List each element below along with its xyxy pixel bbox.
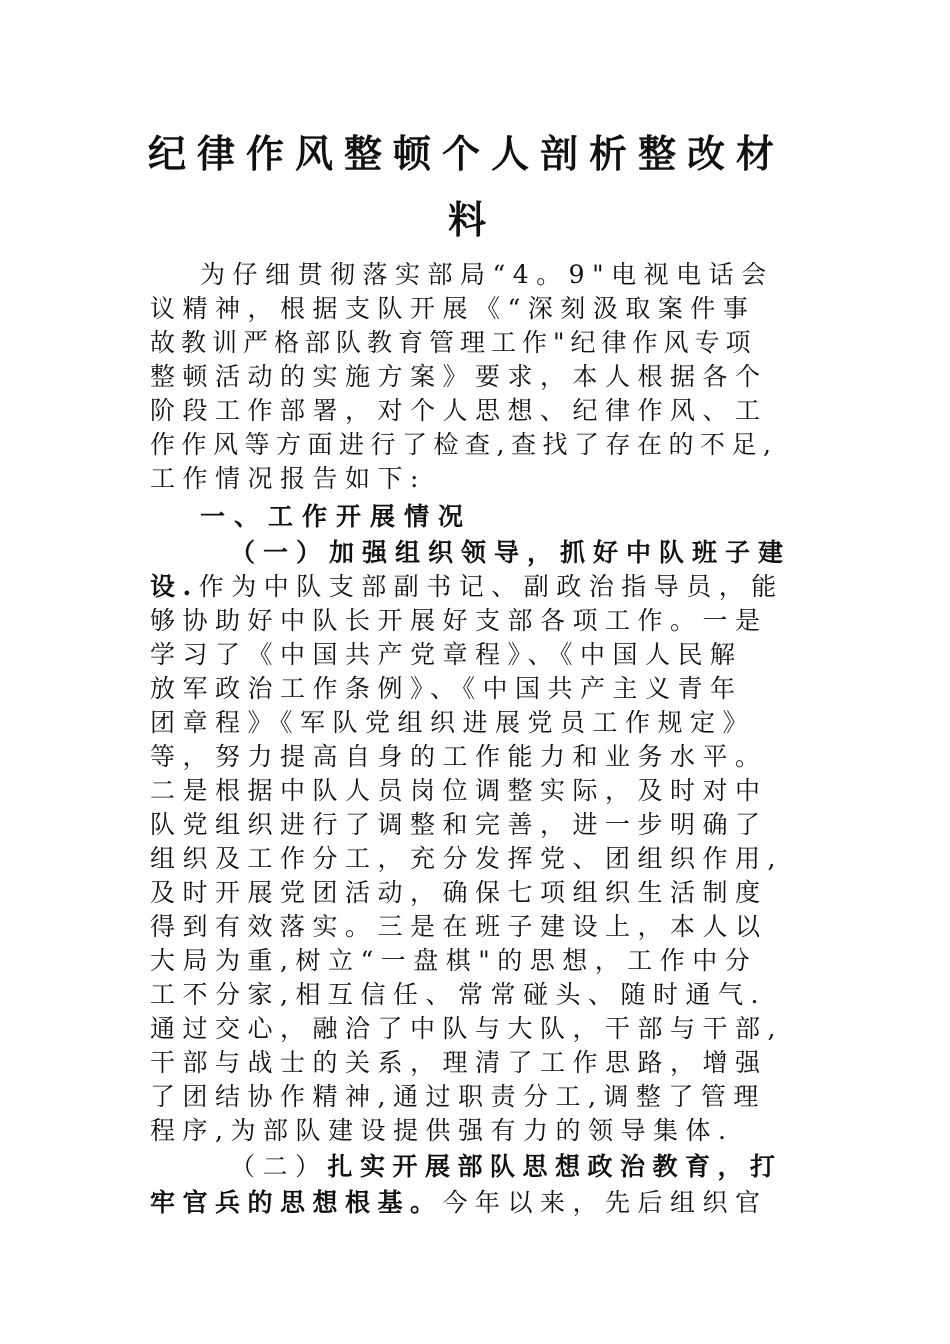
paragraph-line: 干部与战士的关系，理清了工作思路，增强 <box>150 1048 768 1077</box>
paragraph-line: 放军政治工作条例》、《中国共产主义青年 <box>150 674 743 703</box>
paragraph-line: 组织及工作分工，充分发挥党、团组织作用, <box>150 844 783 873</box>
paragraph-line: 队党组织进行了调整和完善，进一步明确了 <box>150 810 768 839</box>
paragraph-line: 为仔细贯彻落实部局“4。9"电视电话会 <box>200 260 774 289</box>
document-title: 纪律作风整顿个人剖析整改材 <box>148 131 786 176</box>
paragraph-line: 学习了《中国共产党章程》、《中国人民解 <box>150 640 743 669</box>
paragraph-line: 牢官兵的思想根基。今年以来，先后组织官 <box>150 1188 768 1217</box>
paragraph-line: 作作风等方面进行了检查,查找了存在的不足, <box>150 430 778 459</box>
paragraph-line: 团章程》《军队党组织进展党员工作规定》 <box>150 708 756 737</box>
paragraph-line: 议精神，根据支队开展《“深刻汲取案件事 <box>150 294 756 323</box>
paragraph-line: 整顿活动的实施方案》要求，本人根据各个 <box>150 362 768 391</box>
paragraph-line: 了团结协作精神,通过职责分工,调整了管理 <box>150 1082 766 1111</box>
subsection-heading: （二）扎实开展部队思想政治教育，打 <box>230 1152 783 1181</box>
paragraph-line: 及时开展党团活动，确保七项组织生活制度 <box>150 878 768 907</box>
paragraph-line: 大局为重,树立“一盘棋"的思想，工作中分 <box>150 946 758 975</box>
subsection-heading: （一）加强组织领导，抓好中队班子建 <box>230 538 792 567</box>
paragraph-line: 工作情况报告如下: <box>150 464 426 493</box>
paragraph-line: 等，努力提高自身的工作能力和业务水平。 <box>150 742 768 771</box>
paragraph-line: 设.作为中队支部副书记、副政治指导员，能 <box>150 572 784 601</box>
subsection-heading-continued: 设. <box>150 572 199 601</box>
paragraph-line: 阶段工作部署，对个人思想、纪律作风、工 <box>150 396 768 425</box>
paragraph-line: 够协助好中队长开展好支部各项工作。一是 <box>150 606 768 635</box>
section-heading: 一、工作开展情况 <box>200 502 473 531</box>
paragraph-line: 故教训严格部队教育管理工作"纪律作风专项 <box>150 328 757 357</box>
paragraph-line: 程序,为部队建设提供强有力的领导集体. <box>150 1116 734 1145</box>
paragraph-line: 二是根据中队人员岗位调整实际，及时对中 <box>150 776 768 805</box>
paragraph-line: 得到有效落实。三是在班子建设上，本人以 <box>150 912 768 941</box>
document-title-continued: 料 <box>448 197 487 242</box>
paragraph-line: 通过交心，融洽了中队与大队，干部与干部, <box>150 1014 783 1043</box>
subsection-heading-continued: 牢官兵的思想根基。 <box>150 1188 443 1217</box>
paragraph-line: 工不分家,相互信任、常常碰头、随时通气. <box>150 980 766 1009</box>
